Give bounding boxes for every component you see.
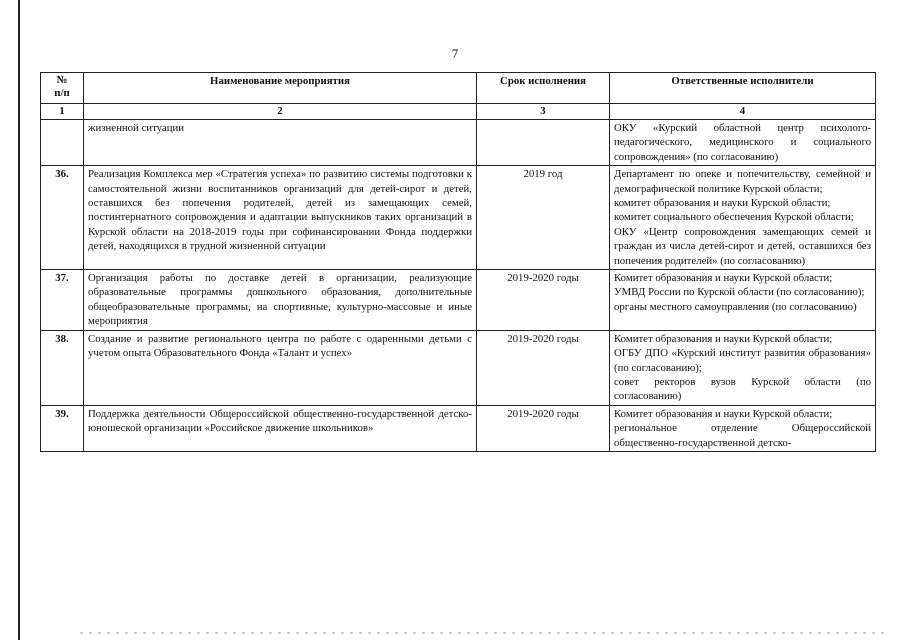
responsible-entry: комитет образования и науки Курской области; [614,197,831,210]
table-header-row [41,73,876,104]
table-row [41,120,876,166]
measures-table [40,72,876,452]
row-name: Поддержка деятельности Общероссийской общественно-государственной детско-юношеской организации «Российское движение школьников» [84,405,477,451]
responsible-entry: совет ректоров вузов Курской области (по согласованию) [614,375,871,403]
row-responsible [610,270,876,331]
table-index-row [41,104,876,120]
table-row [41,405,876,451]
row-responsible [610,166,876,270]
row-responsible [610,120,876,166]
table-row [41,270,876,331]
row-term: 2019-2020 годы [477,405,610,451]
row-name: Создание и развитие регионального центра по работе с одаренными детьми с учетом опыта Образовательного Фонда «Талант и успех» [84,330,477,405]
row-term: 2019-2020 годы [477,330,610,405]
page-number: 7 [451,46,459,61]
row-number: 36. [41,166,84,270]
responsible-entry: Комитет образования и науки Курской области; [614,407,833,420]
responsible-entry: ОКУ «Центр сопровождения замещающих семей и граждан из числа детей-сирот и детей, оставшихся без попечения родителей» (по согласованию) [614,225,871,267]
row-number: 39. [41,405,84,451]
table-row [41,330,876,405]
responsible-entry: ОКУ «Курский областной центр психолого-педагогического, медицинского и социального сопровождения» (по согласованию) [614,122,871,163]
row-number: 37. [41,270,84,331]
row-responsible [610,330,876,405]
page-left-border [18,0,20,640]
row-term: 2019 год [477,166,610,270]
index-cell: 3 [477,104,610,120]
row-term: 2019-2020 годы [477,270,610,331]
scan-noise-line [80,632,890,634]
responsible-entry: комитет социального обеспечения Курской области; [614,211,854,224]
header-responsible: Ответственные исполнители [610,73,876,104]
row-name: Реализация Комплекса мер «Стратегия успеха» по развитию системы подготовки к самостоятельной жизни воспитанников организаций для детей-сирот и детей, оставшихся без попечения родителей, детей из замещающих семей, постинтернатного сопровождения и адаптации выпускников таких организаций в Курской области на 2018-2019 годы при софинансировании Фонда поддержки детей, находящихся в трудной жизненной ситуации [84,166,477,270]
index-cell: 4 [610,104,876,120]
row-responsible [610,405,876,451]
responsible-entry: УМВД России по Курской области (по согласованию); [614,286,865,299]
responsible-entry: Комитет образования и науки Курской области; [614,272,833,285]
responsible-entry: ОГБУ ДПО «Курский институт развития образования» (по согласованию); [614,347,871,374]
responsible-entry: Комитет образования и науки Курской области; [614,332,833,345]
responsible-entry: Департамент по опеке и попечительству, семейной и демографической политике Курской области; [614,168,871,195]
index-cell: 2 [84,104,477,120]
row-number [41,120,84,166]
header-name: Наименование мероприятия [84,73,477,104]
responsible-entry: региональное отделение Общероссийской общественно-государственной детско- [614,422,871,449]
index-cell: 1 [41,104,84,120]
row-name: Организация работы по доставке детей в организации, реализующие образовательные программы дошкольного образования, дополнительные общеобразовательные программы, на спортивные, культурно-массовые и иные мероприятия [84,270,477,331]
row-term [477,120,610,166]
header-term: Срок исполнения [477,73,610,104]
header-number: № п/п [41,73,84,104]
table-row [41,166,876,270]
row-number: 38. [41,330,84,405]
responsible-entry: органы местного самоуправления (по согласованию) [614,300,857,313]
row-name: жизненной ситуации [84,120,477,166]
